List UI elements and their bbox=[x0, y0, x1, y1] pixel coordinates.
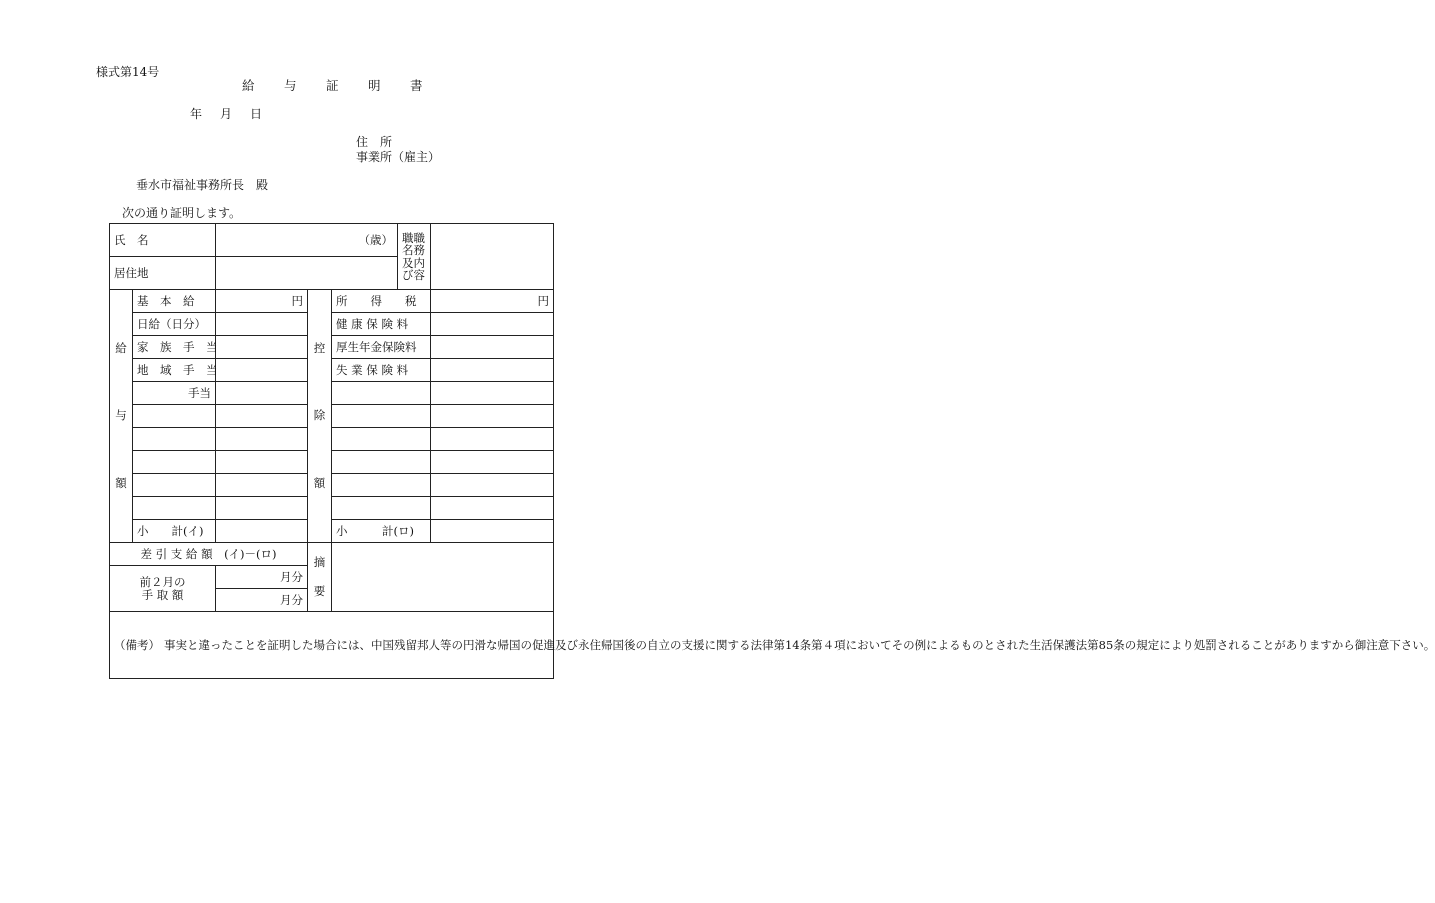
deduction-amount-field[interactable] bbox=[431, 313, 554, 336]
net-pay-label: 差 引 支 給 額 (イ)－(ロ) bbox=[110, 543, 308, 566]
address-label: 居住地 bbox=[110, 257, 216, 290]
income-amount-field[interactable] bbox=[216, 336, 308, 359]
grid-row bbox=[110, 313, 554, 336]
income-amount-field[interactable] bbox=[216, 428, 308, 451]
name-label: 氏 名 bbox=[110, 224, 216, 257]
deduction-item-label bbox=[332, 474, 431, 497]
grid-row bbox=[110, 497, 554, 520]
deduction-amount-field[interactable] bbox=[431, 497, 554, 520]
income-amount-field[interactable] bbox=[216, 382, 308, 405]
deduction-side-label bbox=[308, 290, 332, 543]
employer-name-label: 事業所（雇主） bbox=[356, 150, 441, 164]
title-char: 書 bbox=[410, 78, 423, 93]
deduction-amount-field[interactable] bbox=[431, 382, 554, 405]
note-label: （備考） bbox=[114, 637, 160, 652]
grid-row bbox=[110, 359, 554, 382]
deduction-amount-field[interactable] bbox=[431, 428, 554, 451]
net-pay-row bbox=[110, 543, 554, 566]
deduction-item-label bbox=[332, 497, 431, 520]
job-field[interactable] bbox=[431, 224, 554, 290]
title-char: 明 bbox=[368, 78, 381, 93]
remarks-char: 要 bbox=[313, 584, 326, 598]
deduction-item-label bbox=[332, 428, 431, 451]
deduction-amount-field[interactable] bbox=[431, 451, 554, 474]
grid-row bbox=[110, 336, 554, 359]
deduction-item-label: 健 康 保 険 料 bbox=[332, 313, 431, 336]
certificate-table bbox=[109, 223, 1435, 679]
address-field[interactable] bbox=[216, 257, 398, 290]
income-amount-field[interactable] bbox=[216, 405, 308, 428]
income-item-label bbox=[133, 405, 216, 428]
employer-address-label: 住 所 bbox=[356, 135, 393, 149]
income-amount-field[interactable]: 円 bbox=[216, 290, 308, 313]
income-item-label: 手当 bbox=[133, 382, 216, 405]
note-row bbox=[110, 612, 554, 679]
income-amount-field[interactable] bbox=[216, 313, 308, 336]
income-amount-field[interactable] bbox=[216, 474, 308, 497]
remarks-label bbox=[308, 543, 332, 612]
deduction-amount-field[interactable] bbox=[431, 359, 554, 382]
deduction-item-label bbox=[332, 405, 431, 428]
income-amount-field[interactable] bbox=[216, 497, 308, 520]
note-text: 事実と違ったことを証明した場合には、中国残留邦人等の円滑な帰国の促進及び永住帰国後の自立の支援に関する法律第14条第４項においてその例によるものとされた生活保護法第85条の規定により処罰されることがありますから御注意下さい。 bbox=[164, 637, 1435, 652]
deduction-amount-field[interactable] bbox=[431, 474, 554, 497]
income-item-label: 小 計(イ) bbox=[133, 520, 216, 543]
prev-pay-field[interactable]: 月分 bbox=[216, 566, 308, 589]
income-item-label bbox=[133, 428, 216, 451]
form-title bbox=[242, 80, 452, 93]
income-item-label: 地 域 手 当 bbox=[133, 359, 216, 382]
grid-row bbox=[110, 290, 554, 313]
deduction-item-label bbox=[332, 382, 431, 405]
title-char: 与 bbox=[284, 78, 297, 93]
grid-row bbox=[110, 428, 554, 451]
income-amount-field[interactable] bbox=[216, 451, 308, 474]
grid-row bbox=[110, 405, 554, 428]
date-day: 日 bbox=[250, 107, 263, 121]
deduction-amount-field[interactable] bbox=[431, 520, 554, 543]
addressee: 垂水市福祉事務所長 殿 bbox=[136, 178, 269, 192]
prev-pay-label: 前２月の 手 取 額 bbox=[110, 566, 216, 612]
form-number: 様式第14号 bbox=[96, 65, 160, 79]
intro-text: 次の通り証明します。 bbox=[122, 206, 242, 220]
grid-row bbox=[110, 382, 554, 405]
grid-row bbox=[110, 520, 554, 543]
income-amount-field[interactable] bbox=[216, 359, 308, 382]
income-item-label: 基 本 給 bbox=[133, 290, 216, 313]
deduction-side-char: 控 bbox=[313, 340, 326, 355]
note-cell bbox=[110, 612, 1435, 679]
deduction-item-label: 厚生年金保険料 bbox=[332, 336, 431, 359]
income-side-char: 給 bbox=[115, 340, 127, 355]
income-item-label bbox=[133, 497, 216, 520]
remarks-char: 摘 bbox=[313, 554, 326, 569]
remarks-field[interactable] bbox=[332, 543, 554, 612]
deduction-amount-field[interactable] bbox=[431, 336, 554, 359]
deduction-item-label: 所 得 税 bbox=[332, 290, 431, 313]
date-month: 月 bbox=[220, 107, 233, 121]
deduction-item-label: 小 計(ロ) bbox=[332, 520, 431, 543]
grid-row bbox=[110, 451, 554, 474]
deduction-side-char: 額 bbox=[313, 475, 326, 490]
deduction-amount-field[interactable] bbox=[431, 405, 554, 428]
income-side-label bbox=[110, 290, 133, 543]
income-item-label: 家 族 手 当 bbox=[133, 336, 216, 359]
income-amount-field[interactable] bbox=[216, 520, 308, 543]
issue-date bbox=[190, 108, 280, 120]
income-item-label bbox=[133, 474, 216, 497]
income-item-label: 日給（日分） bbox=[133, 313, 216, 336]
grid-row bbox=[110, 474, 554, 497]
date-year: 年 bbox=[190, 107, 203, 121]
deduction-amount-field[interactable]: 円 bbox=[431, 290, 554, 313]
income-side-char: 与 bbox=[115, 408, 127, 423]
title-char: 証 bbox=[326, 78, 339, 93]
prev-pay-field[interactable]: 月分 bbox=[216, 589, 308, 612]
deduction-side-char: 除 bbox=[313, 408, 326, 423]
job-label: 職職 名務 及内 び容 bbox=[398, 224, 431, 290]
name-field[interactable] bbox=[216, 224, 398, 257]
age-label: （歳） bbox=[358, 233, 393, 247]
deduction-item-label bbox=[332, 451, 431, 474]
income-side-char: 額 bbox=[115, 475, 127, 490]
title-char: 給 bbox=[242, 78, 255, 93]
income-item-label bbox=[133, 451, 216, 474]
deduction-item-label: 失 業 保 険 料 bbox=[332, 359, 431, 382]
